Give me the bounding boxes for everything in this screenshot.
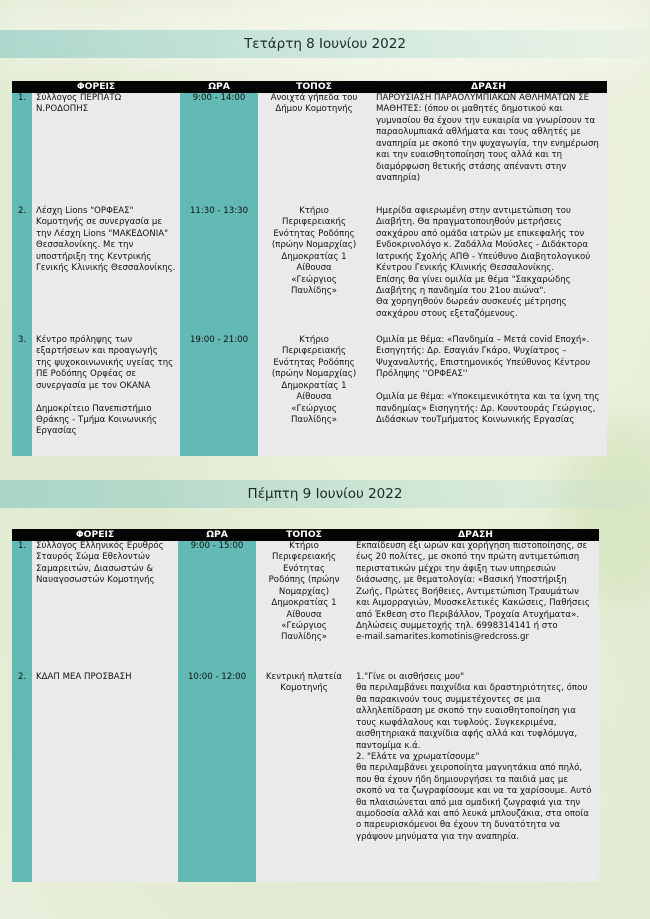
row-action bbox=[352, 541, 599, 672]
row-place bbox=[258, 93, 370, 206]
action-text: Ημερίδα αφιερωμένη στην αντιμετώπιση του Διαβήτη. Θα πραγματοποιηθούν μετρήσεις σακχάρου από ομάδα ιατρών με επικεφαλής τον Ενδοκρινολόγο κ. Ζαδάλλα Μούσλες - Διδάκτορα Ιατρικής Σχολής ΑΠΘ - Υπεύθυνο Διαβητολογικού Κέντρου Γενικής Κλινικής Θεσσαλονίκης. Επίσης θα γίνει ομιλία με θέμα "Σακχαρώδης Διαβήτης η πανδημία του 21ου αιώνα". Θα χορηγηθούν δωρεάν συσκευές μέτρησης σακχάρου στους εξεταζόμενους. bbox=[376, 206, 591, 319]
row-organizer bbox=[32, 541, 178, 672]
place-text: Κεντρική πλατεία Κομοτηνής bbox=[265, 672, 343, 694]
action-text: 1."Γίνε οι αισθήσεις μου" θα περιλαμβάνει παιχνίδια και δραστηριότητες, όπου θα παρακινούν τους συμμετέχοντες σε μια αλληλεπίδραση με σκοπό την ευαισθητοποίηση για τους κωφάλαλους και τυφλούς. Συγκεκριμένα, αισθητηριακά παιχνίδια αφής αλλά και τυφλόμυγα, παντομίμα κ.ά. 2. "Ελάτε να χρωματίσουμε" θα περιλαμβάνει χειροποίητα μαγνητάκια από πηλό, που θα έχουν ήδη δημιουργήσει τα παιδιά μας με σκοπό να τα ζωγραφίσουμε και να τα χαρίσουμε. Αυτό θα πλαισιώνεται από μια ομαδική ζωγραφιά για την αιμοδοσία αλλά και από λευκά μπλουζάκια, στα οποία ο παρευρισκόμενοι θα έχουν τη δυνατότητα να γράψουν μηνύματα για την αναπηρία. bbox=[356, 672, 592, 842]
header-ora: ΩΡΑ bbox=[178, 529, 256, 541]
row-organizer bbox=[32, 672, 178, 882]
date-text: Πέμπτη 9 Ιουνίου 2022 bbox=[247, 486, 403, 502]
row-number: 3. bbox=[12, 335, 32, 456]
organizer-text: Σύλλογος Ελληνικός Ερυθρός Σταυρός Σώμα Εθελοντών Σαμαρειτών, Διασωστών & Ναυαγοσωστών Κομοτηνής bbox=[36, 541, 164, 586]
schedule-table-day2 bbox=[12, 529, 599, 882]
organizer-text: ΚΔΑΠ ΜΕΑ ΠΡΟΣΒΑΣΗ bbox=[36, 672, 132, 682]
header-row bbox=[12, 81, 607, 93]
row-time: 10:00 - 12:00 bbox=[178, 672, 256, 882]
row-number: 2. bbox=[12, 206, 32, 335]
date-text: Τετάρτη 8 Ιουνίου 2022 bbox=[244, 36, 406, 52]
header-row bbox=[12, 529, 599, 541]
table-row bbox=[12, 335, 607, 456]
date-heading-day1 bbox=[0, 30, 650, 58]
table-row bbox=[12, 672, 599, 882]
row-time: 9:00 - 15:00 bbox=[178, 541, 256, 672]
organizer-text: Σύλλογος ΠΕΡΠΑΤΩ Ν.ΡΟΔΟΠΗΣ bbox=[36, 93, 122, 115]
date-heading-day2 bbox=[0, 480, 650, 508]
row-organizer bbox=[32, 335, 180, 456]
schedule-table-day1 bbox=[12, 81, 607, 456]
action-text: ΠΑΡΟΥΣΙΑΣΗ ΠΑΡΑΟΛΥΜΠΙΑΚΩΝ ΑΘΛΗΜΑΤΩΝ ΣΕ ΜΑΘΗΤΕΣ: (όπου οι μαθητές δημοτικού και γυμνασίου θα έχουν την ευκαιρία να γνωρίσουν τα παραολυμπιακά αθλήματα και τους αθλητές με αναπηρία με σκοπό την ψυχαγωγία, την ενημέρωση και την ευαισθητοποίηση τους αλλά και τη διαμόρφωση θετικής στάσης απέναντι στην αναπηρία) bbox=[376, 93, 599, 183]
row-place bbox=[258, 206, 370, 335]
header-drasi: ΔΡΑΣΗ bbox=[370, 81, 607, 93]
action-text: Ομιλία με θέμα: «Πανδημία – Μετά covid Εποχή». Εισηγητής: Δρ. Εσαγιάν Γκάρο, Ψυχίατρος – Ψυχαναλυτής, Επιστημονικός Υπεύθυνος Κέντρου Πρόληψης ''ΟΡΦΕΑΣ'' Ομιλία με θέμα: «Υποκειμενικότητα και τα ίχνη της πανδημίας» Εισηγητής: Δρ. Κουντουράς Γεώργιος, Διδάσκων τουΤμήματος Κοινωνικής Εργασίας bbox=[376, 335, 600, 425]
row-organizer bbox=[32, 93, 180, 206]
row-action bbox=[370, 335, 607, 456]
row-time: 9:00 - 14:00 bbox=[180, 93, 258, 206]
row-organizer bbox=[32, 206, 180, 335]
place-text: Κτήριο Περιφερειακής Ενότητας Ροδόπης (πρώην Νομαρχίας) Δημοκρατίας 1 Αίθουσα «Γεώργιος Παυλίδης» bbox=[271, 206, 357, 296]
header-topos: ΤΟΠΟΣ bbox=[258, 81, 370, 93]
row-action bbox=[370, 93, 607, 206]
row-time: 11:30 - 13:30 bbox=[180, 206, 258, 335]
place-text: Ανοιχτά γήπεδα του Δήμου Κομοτηνής bbox=[270, 93, 358, 115]
header-ora: ΩΡΑ bbox=[180, 81, 258, 93]
table-row bbox=[12, 93, 607, 206]
header-topos: ΤΟΠΟΣ bbox=[256, 529, 352, 541]
place-text: Κτήριο Περιφερειακής Ενότητας Ροδόπης (πρώην Νομαρχίας) Δημοκρατίας 1 Αίθουσα «Γεώργιος Παυλίδης» bbox=[268, 541, 340, 643]
row-number: 1. bbox=[12, 541, 32, 672]
row-place bbox=[256, 672, 352, 882]
row-time: 19:00 - 21:00 bbox=[180, 335, 258, 456]
place-text: Κτήριο Περιφερειακής Ενότητας Ροδόπης (πρώην Νομαρχίας) Δημοκρατίας 1 Αίθουσα «Γεώργιος Παυλίδης» bbox=[271, 335, 357, 425]
table-row bbox=[12, 206, 607, 335]
row-number: 1. bbox=[12, 93, 32, 206]
row-action bbox=[370, 206, 607, 335]
organizer-text: Κέντρο πρόληψης των εξαρτήσεων και προαγωγής της ψυχοκοινωνικής υγείας της ΠΕ Ροδόπης Ορφέας σε συνεργασία με τον ΟΚΑΝΑ Δημοκρίτειο Πανεπιστήμιο Θράκης - Τμήμα Κοινωνικής Εργασίας bbox=[36, 335, 174, 437]
row-place bbox=[258, 335, 370, 456]
header-drasi: ΔΡΑΣΗ bbox=[352, 529, 599, 541]
organizer-text: Λέσχη Lions "ΟΡΦΕΑΣ" Κομοτηνής σε συνεργασία με την Λέσχη Lions "ΜΑΚΕΔΟΝΙΑ" Θεσσαλονίκης. Με την υποστήριξη της Κεντρικής Γενικής Κλινικής Θεσσαλονίκης. bbox=[36, 206, 176, 274]
row-place bbox=[256, 541, 352, 672]
row-action bbox=[352, 672, 599, 882]
row-number: 2. bbox=[12, 672, 32, 882]
action-text: Εκπαίδευση έξι ωρών και χορήγηση πιστοποίησης, σε έως 20 πολίτες, με σκοπό την πρώτη αντιμετώπιση περιστατικών μέχρι την άφιξη των υπηρεσιών διάσωσης, με θεματολογία: «Βασική Υποστήριξη Ζωής, Πρώτες Βοήθειες, Αντιμετώπιση Τραυμάτων και Αιμορραγιών, Μυοσκελετικές Κακώσεις, Παθήσεις από Έκθεση στο Περιβάλλον, Τροχαία Ατυχήματα». Δηλώσεις συμμετοχής τηλ. 6998314141 ή στο e-mail.samarites.komotinis@redcross.gr bbox=[356, 541, 590, 643]
table-row bbox=[12, 541, 599, 672]
header-foreis: ΦΟΡΕΙΣ bbox=[12, 529, 178, 541]
header-foreis: ΦΟΡΕΙΣ bbox=[12, 81, 180, 93]
